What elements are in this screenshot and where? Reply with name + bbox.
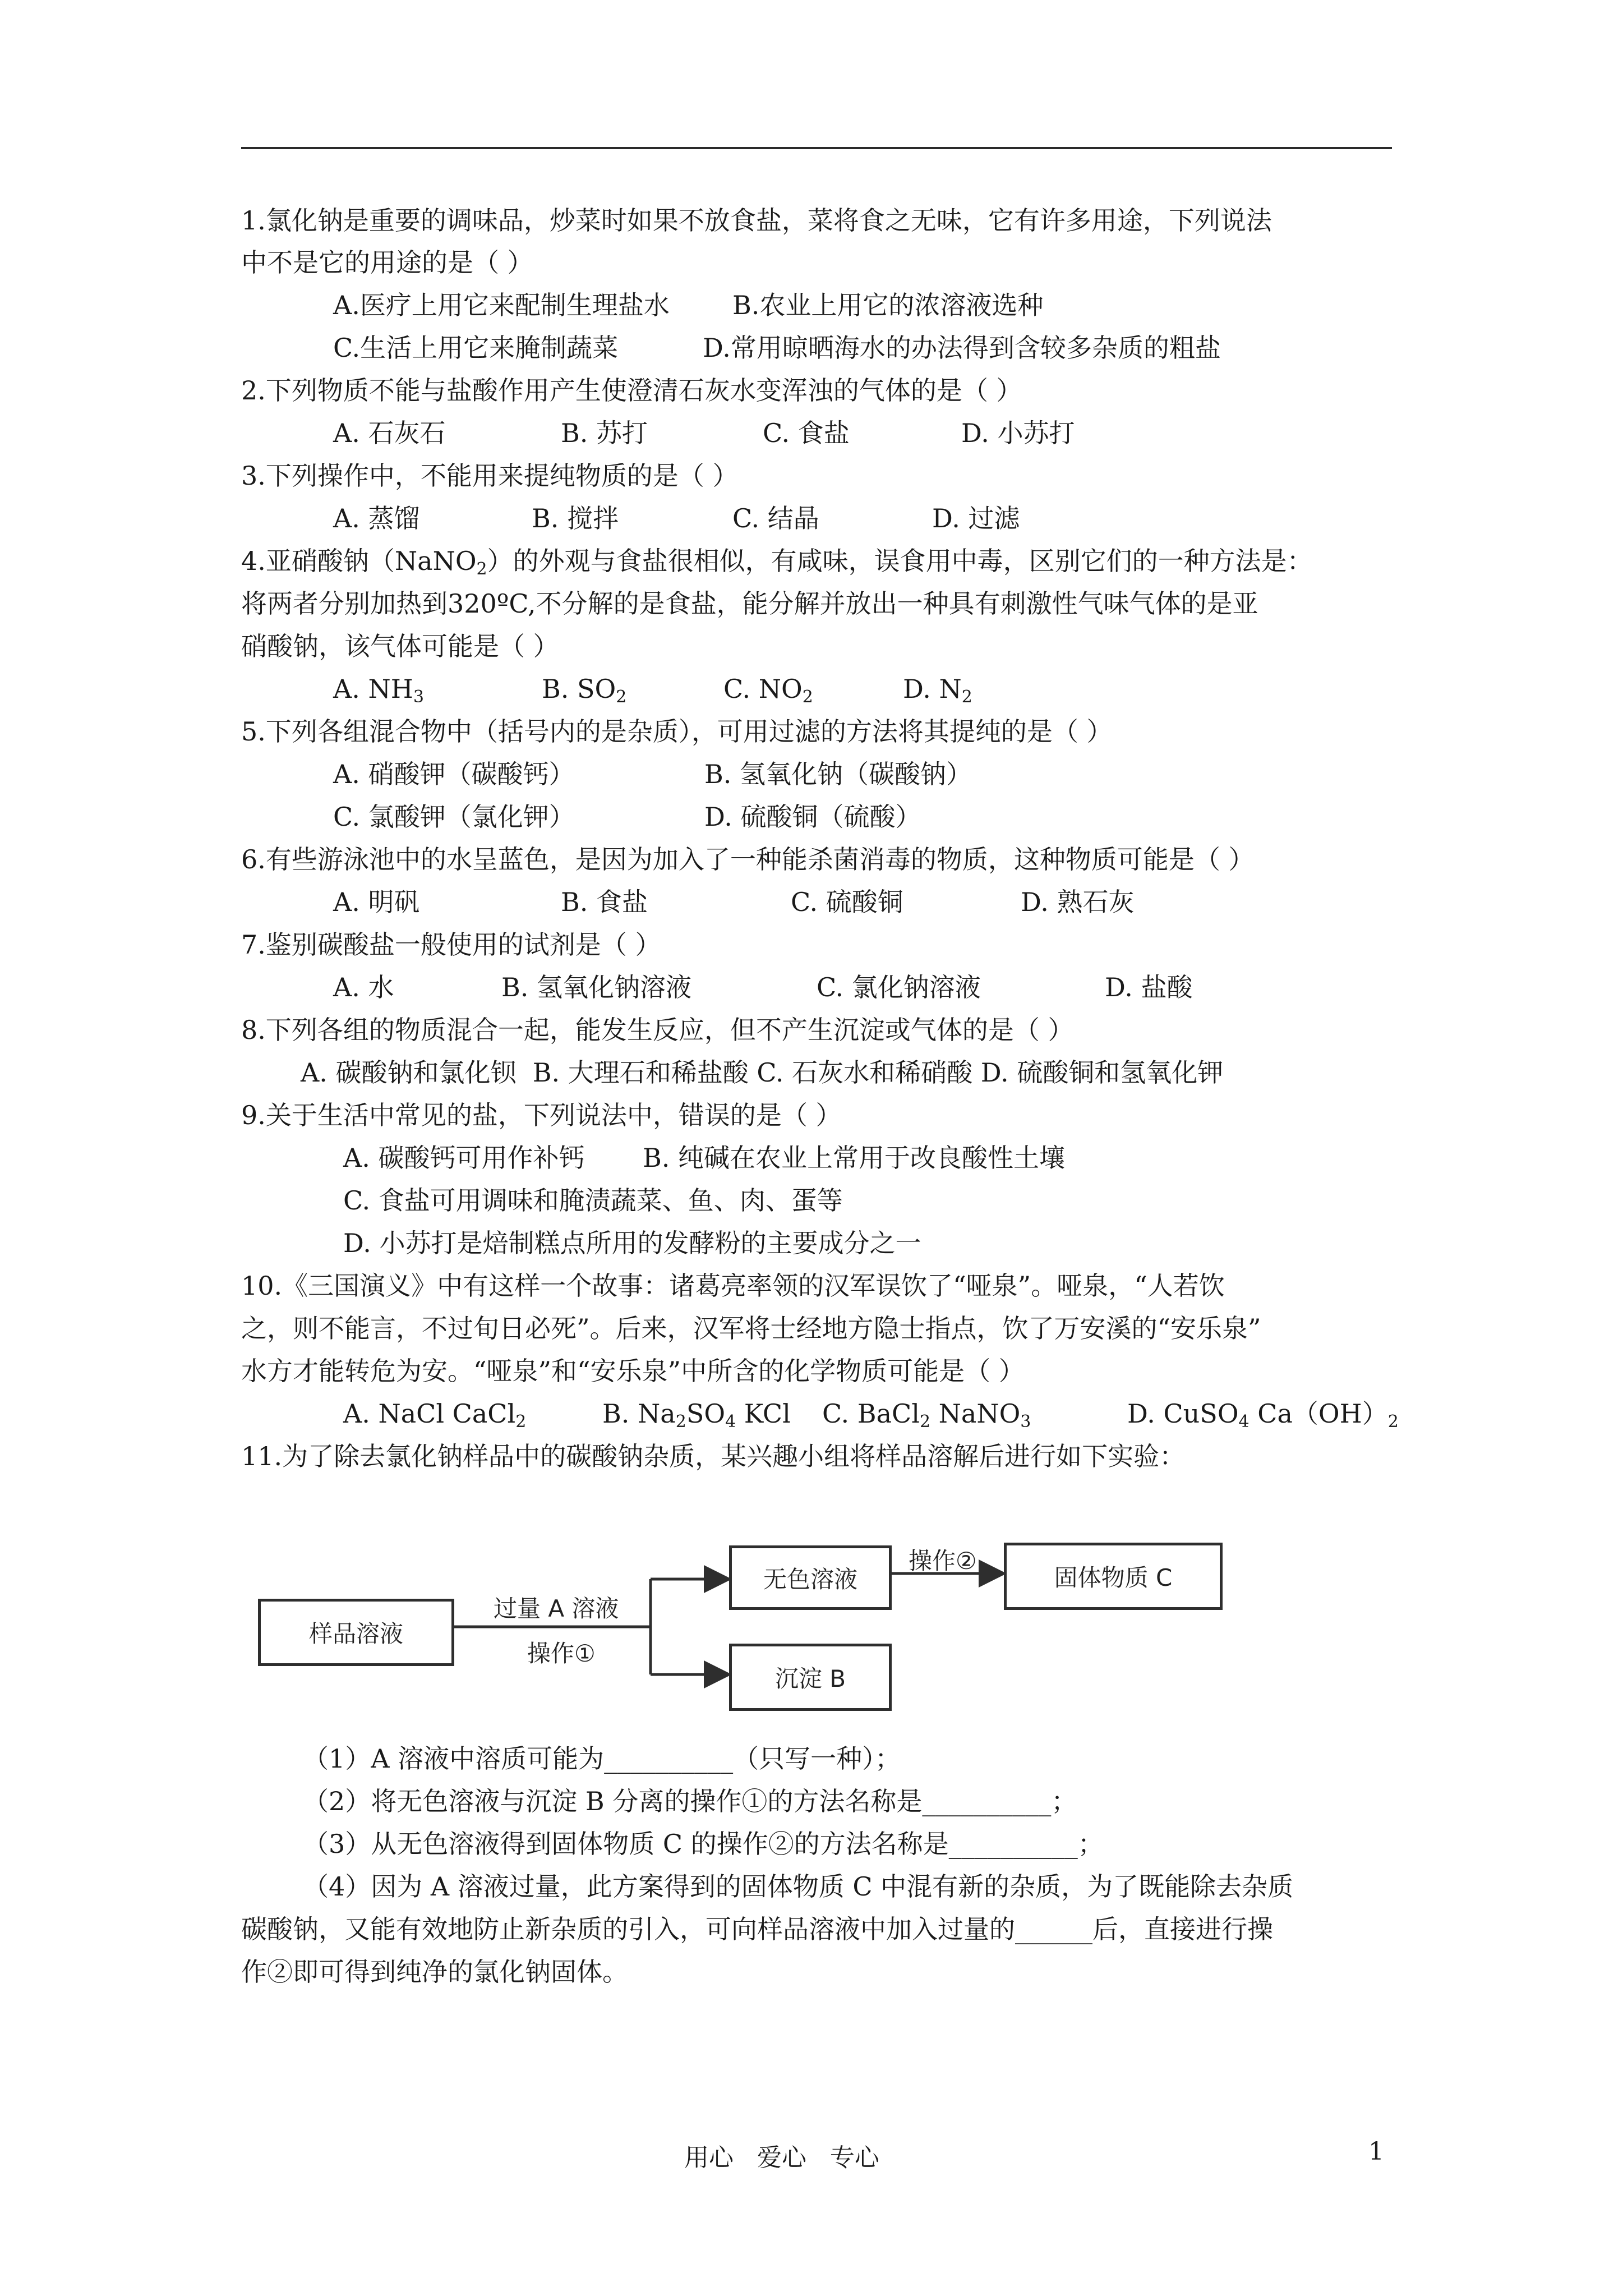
q5-option-b: B. 氢氧化钠（碳酸钠） (704, 759, 972, 789)
q4-stem-line3: 硝酸钠，该气体可能是（ ） (241, 631, 559, 661)
q1-stem-line1: 1.氯化钠是重要的调味品，炒菜时如果不放食盐，菜将食之无味，它有许多用途，下列说法 (241, 205, 1272, 236)
q10-stem-line1: 10.《三国演义》中有这样一个故事：诸葛亮率领的汉军误饮了“哑泉”。哑泉，“人若饮 (241, 1271, 1225, 1301)
q10-option-c: C. BaCl$_2$ NaNO$_3$ (822, 1398, 1031, 1432)
q11-sub2: （2）将无色溶液与沉淀 B 分离的操作①的方法名称是__________； (303, 1786, 1077, 1816)
q4-option-d: D. $N_2$ (903, 674, 972, 707)
q8-stem: 8.下列各组的物质混合一起，能发生反应，但不产生沉淀或气体的是（ ） (241, 1015, 1074, 1045)
q5-stem: 5.下列各组混合物中（括号内的是杂质），可用过滤的方法将其提纯的是（ ） (241, 716, 1113, 747)
q1-option-b: B.农业上用它的浓溶液选种 (732, 290, 1044, 320)
q2-stem: 2.下列物质不能与盐酸作用产生使澄清石灰水变浑浊的气体的是（ ） (241, 375, 1022, 406)
q1-option-a: A.医疗上用它来配制生理盐水 (333, 290, 670, 320)
q8-options: A. 碳酸钠和氯化钡 B. 大理石和稀盐酸 C. 石灰水和稀硝酸 D. 硫酸铜和氢氧化钾 (301, 1057, 1224, 1088)
op2-label: 操作② (909, 1547, 977, 1575)
q3-option-d: D. 过滤 (932, 503, 1020, 533)
q10-option-b: B. $Na_2SO_4$ KCl (602, 1398, 791, 1432)
q5-option-a: A. 硝酸钾（碳酸钙） (333, 759, 575, 789)
q11-sub4-line2: 碳酸钠，又能有效地防止新杂质的引入，可向样品溶液中加入过量的______后，直接进行操 (241, 1914, 1273, 1944)
q6-stem: 6.有些游泳池中的水呈蓝色，是因为加入了一种能杀菌消毒的物质，这种物质可能是（ ） (241, 844, 1255, 875)
q5-option-d: D. 硫酸铜（硫酸） (704, 802, 921, 832)
reagent-label: 过量 A 溶液 (494, 1595, 619, 1622)
q9-option-c: C. 食盐可用调味和腌渍蔬菜、鱼、肉、蛋等 (343, 1185, 843, 1216)
q1-option-c: C.生活上用它来腌制蔬菜 (333, 333, 619, 363)
q6-option-c: C. 硫酸铜 (791, 887, 903, 917)
q9-option-d: D. 小苏打是焙制糕点所用的发酵粉的主要成分之一 (343, 1228, 921, 1258)
q11-stem: 11.为了除去氯化钠样品中的碳酸钠杂质，某兴趣小组将样品溶解后进行如下实验： (241, 1441, 1186, 1471)
q10-stem-line3: 水方才能转危为安。“哑泉”和“安乐泉”中所含的化学物质可能是（ ） (241, 1356, 1025, 1386)
q6-option-a: A. 明矾 (333, 887, 420, 917)
q10-option-a: A. NaCl CaCl$_2$ (343, 1398, 527, 1432)
q4-stem-line2: 将两者分别加热到320ºC,不分解的是食盐，能分解并放出一种具有刺激性气味气体的是亚 (241, 588, 1258, 619)
q7-option-d: D. 盐酸 (1105, 972, 1193, 1002)
q11-sub4-line3: 作②即可得到纯净的氯化钠固体。 (241, 1957, 628, 1987)
q3-option-c: C. 结晶 (732, 503, 819, 533)
colorless-solution-box: 无色溶液 (729, 1545, 892, 1610)
precipitate-b-box: 沉淀 B (729, 1644, 892, 1711)
q3-option-b: B. 搅拌 (532, 503, 619, 533)
q11-flow-diagram (241, 1520, 1251, 1733)
q7-stem: 7.鉴别碳酸盐一般使用的试剂是（ ） (241, 930, 661, 960)
q3-stem: 3.下列操作中，不能用来提纯物质的是（ ） (241, 461, 739, 491)
q6-option-b: B. 食盐 (561, 887, 648, 917)
header-rule (241, 147, 1392, 149)
page-number: 1 (1368, 2137, 1384, 2166)
q7-option-b: B. 氢氧化钠溶液 (501, 972, 692, 1002)
q3-option-a: A. 蒸馏 (333, 503, 420, 533)
q10-option-d: D. CuSO$_4$ $Ca(OH)_2$ (1127, 1398, 1399, 1432)
q4-option-a: A. $NH_3$ (333, 674, 424, 707)
q7-option-c: C. 氯化钠溶液 (817, 972, 981, 1002)
sample-solution-box: 样品溶液 (258, 1599, 454, 1666)
q4-option-b: B. $SO_2$ (542, 674, 627, 707)
q11-sub3: （3）从无色溶液得到固体物质 C 的操作②的方法名称是__________； (303, 1829, 1104, 1859)
q10-stem-line2: 之，则不能言，不过旬日必死”。后来，汉军将士经地方隐士指点，饮了万安溪的“安乐泉” (241, 1313, 1261, 1343)
op1-label: 操作① (527, 1640, 596, 1667)
q4-stem-line1: 4.亚硝酸钠（NaNO$_2$）的外观与食盐很相似，有咸味，误食用中毒，区别它们的一种方法是： (241, 546, 1313, 579)
q2-option-b: B. 苏打 (561, 418, 648, 448)
solid-c-box: 固体物质 C (1004, 1543, 1223, 1610)
q11-sub4-line1: （4）因为 A 溶液过量，此方案得到的固体物质 C 中混有新的杂质，为了既能除去杂质 (303, 1871, 1294, 1902)
q5-option-c: C. 氯酸钾（氯化钾） (333, 802, 575, 832)
q9-option-b: B. 纯碱在农业上常用于改良酸性土壤 (643, 1143, 1066, 1173)
q2-option-d: D. 小苏打 (961, 418, 1075, 448)
q1-stem-line2: 中不是它的用途的是（ ） (241, 247, 533, 278)
q7-option-a: A. 水 (333, 972, 394, 1002)
q9-stem: 9.关于生活中常见的盐，下列说法中，错误的是（ ） (241, 1100, 842, 1130)
q2-option-a: A. 石灰石 (333, 418, 446, 448)
footer-motto: 用心 爱心 专心 (684, 2143, 879, 2172)
q6-option-d: D. 熟石灰 (1021, 887, 1135, 917)
q9-option-a: A. 碳酸钙可用作补钙 (343, 1143, 585, 1173)
q4-option-c: C. $NO_2$ (723, 674, 813, 707)
q2-option-c: C. 食盐 (763, 418, 850, 448)
q1-option-d: D.常用晾晒海水的办法得到含较多杂质的粗盐 (703, 333, 1221, 363)
q11-sub1: （1）A 溶液中溶质可能为__________（只写一种）； (303, 1743, 901, 1774)
